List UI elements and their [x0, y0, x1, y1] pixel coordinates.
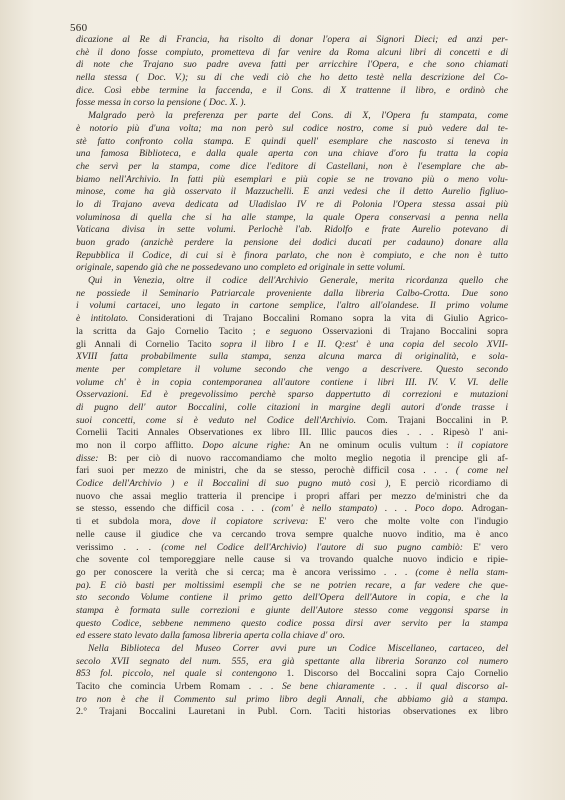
- text-line: [76, 212, 508, 225]
- text-segment: XVIII fatta probabilmente sulla stampa, senza alcuna marca di originalità, e sola-: [76, 351, 508, 363]
- text-line: [76, 478, 508, 491]
- text-line: [76, 339, 508, 352]
- text-line: [76, 427, 508, 440]
- text-segment: sopra il libro I e II. Q:est' è una copia del secolo XVII-: [220, 338, 508, 350]
- text-line: [76, 85, 508, 98]
- text-line: [76, 364, 508, 377]
- text-segment: stampa è formata sulle correzioni e giunte dell'Autore stesso come veggonsi sparse in: [76, 604, 508, 616]
- text-line: [76, 300, 508, 313]
- text-segment: volume ch' è in copia contemporanea all'autore contiene i libri III. IV. V. VI. delle: [76, 376, 508, 388]
- text-line: [76, 706, 508, 719]
- text-segment: Codice dell'Archivio ) e il Boccalini di suo pugno mutò così ),: [76, 478, 401, 490]
- text-line: [76, 668, 508, 681]
- text-line: [76, 643, 508, 656]
- text-segment: tro non è che il Commento sul primo libro degli Annali, che abbiamo già a stampa.: [76, 693, 508, 705]
- text-segment: ne possiede il Seminario Patriarcale proveniente dalla libreria Calbo-Crotta. Due sono: [76, 287, 508, 299]
- text-line: [76, 491, 508, 504]
- text-segment: Com. Trajani Boccalini in P.: [366, 414, 508, 426]
- text-segment: verissimo . . .: [76, 541, 162, 553]
- text-line: [76, 694, 508, 707]
- text-line: [76, 351, 508, 364]
- text-line: [76, 389, 508, 402]
- text-segment: 853 fol. piccolo, nel quale si contengono: [76, 668, 287, 680]
- text-segment: chè il dono fosse compiuto, prometteva di far venire da Roma alcuni libri di concetti e di: [76, 46, 508, 58]
- text-segment: una famosa Biblioteca, e dalla quale aperta con una chiave d'oro fu tratta la copia: [76, 148, 508, 160]
- text-segment: ( come nel: [455, 465, 508, 477]
- text-line: [76, 402, 508, 415]
- text-segment: dice. Così ebbe termine la faccenda, e il Cons. di X trattenne il libro, e ordinò che: [76, 84, 508, 96]
- text-segment: Qui in Venezia, oltre il codice dell'Archivio Generale, merita ricordanza quello che: [88, 275, 508, 287]
- text-segment: Se bene chiaramente . . . il qual discorso al-: [281, 681, 508, 693]
- text-line: [76, 275, 508, 288]
- text-line: [76, 605, 508, 618]
- text-segment: disse:: [76, 452, 108, 464]
- text-line: [76, 262, 508, 275]
- text-segment: Tacito che comincia Urbem Romam . . .: [76, 681, 282, 693]
- text-segment: Malgrado però la preferenza per parte del Cons. di X, l'Opera fu stampata, come: [88, 110, 508, 122]
- text-line: [76, 326, 508, 339]
- text-segment: suoi concetti, come si è veduto nel Codice dell'Archivio.: [76, 414, 367, 426]
- text-line: [76, 503, 508, 516]
- text-segment: i volumi cartacei, uno legato in cartone semplice, l'altro all'olandese. Il primo volume: [76, 300, 508, 312]
- text-segment: An ne ominum oculis vultum :: [299, 440, 458, 451]
- text-line: [76, 174, 508, 187]
- text-line: [76, 34, 508, 47]
- text-line: [76, 97, 508, 110]
- text-line: [76, 656, 508, 669]
- text-segment: minose, come ha già osservato il Mazzuchelli. E anzi vedesi che il detto Aurelio figliuo-: [76, 186, 508, 198]
- text-segment: Considerationi di Trajano Boccalini Romano sopra la vita di Giulio Agrico-: [138, 313, 508, 325]
- text-segment: (com' è nello stampato) . . . Poco dopo.: [271, 503, 472, 515]
- text-line: [76, 47, 508, 60]
- text-segment: dicazione al Re di Francia, ha risolto di donar l'opera ai Signori Dieci; ed anzi per-: [76, 34, 508, 45]
- text-segment: go per conoscere la verità che si cerca; ma è ancora verissimo . . .: [76, 566, 416, 578]
- text-segment: mo non il corpo afflitto.: [76, 440, 203, 451]
- text-line: [76, 250, 508, 263]
- text-segment: ed essere stato levato dalla famosa libreria aperta colla chiave d' oro.: [76, 630, 346, 642]
- text-segment: di pugno dell' autor Boccalini, colle citazioni in margine degli autori d'onde trasse i: [76, 401, 508, 413]
- text-segment: la scritta da Gajo Cornelio Tacito ;: [76, 325, 266, 337]
- text-segment: 2.° Trajani Boccalini Lauretani in Publ. Corn. Taciti historias observationes ex libro: [76, 706, 508, 718]
- text-segment: mente per completare il volume secondo che vengo a descrivere. Questo secondo: [76, 363, 508, 375]
- text-line: [76, 567, 508, 580]
- text-segment: sto secondo Volume contiene il primo getto dell'Opera dell'Autore in copia, e che la: [76, 592, 508, 604]
- text-segment: biamo nell'Archivio. In fatti più esemplari e più copie se ne trovano più o meno volu-: [76, 173, 508, 185]
- text-segment: nuovo che assai meglio tratteria il prencipe i propri affari per mezzo de'ministri che da: [76, 490, 508, 502]
- text-line: [76, 136, 508, 149]
- text-line: [76, 161, 508, 174]
- body-text: [76, 34, 508, 719]
- text-segment: voluminosa di quella che si ha alle stampe, la quale Opera conservasi a penna nella: [76, 211, 508, 223]
- text-line: [76, 224, 508, 237]
- text-segment: E' vero: [473, 541, 508, 553]
- text-segment: il copiatore: [457, 440, 508, 451]
- text-line: [76, 313, 508, 326]
- text-line: [76, 199, 508, 212]
- text-line: [76, 186, 508, 199]
- text-segment: nelle cause il giudice che va cercando trova sempre qualche nuovo inditio, ma è anco: [76, 528, 508, 540]
- text-segment: di note che Trajano suo padre aveva fatti per arricchire l'Opera, e che sono chiamati: [76, 59, 508, 71]
- page-number: 560: [70, 22, 88, 34]
- text-segment: gli Annali di Cornelio Tacito: [76, 338, 221, 350]
- text-line: [76, 554, 508, 567]
- text-segment: Osservazioni di Trajano Boccalini sopra: [322, 325, 508, 337]
- text-line: [76, 542, 508, 555]
- text-segment: (come nel Codice dell'Archivio) l'autore di suo pugno cambiò:: [161, 541, 474, 553]
- text-line: [76, 440, 508, 453]
- text-segment: 1. Discorso del Boccalini sopra Cajo Cornelio: [286, 668, 508, 680]
- text-segment: e seguono: [265, 325, 323, 337]
- text-segment: buon grado (anzichè perdere la pensione dei dodici ducati per cadauno) donare alla: [76, 237, 508, 248]
- text-segment: stè fatto confronto colla stampa. E quindi quell' esemplare che nascosto si teneva in: [76, 135, 508, 147]
- text-segment: originale, sapendo già che ne possedevano uno completo ed originale in sette volumi.: [76, 262, 406, 274]
- text-line: [76, 288, 508, 301]
- text-line: [76, 110, 508, 123]
- text-segment: fari suoi per mezzo de ministri, che da se stesso, perochè difficil cosa . . .: [76, 465, 456, 477]
- text-line: [76, 148, 508, 161]
- text-segment: che servì per la stampa, come dice l'editore di Castellani, non è l'esemplare che ab-: [76, 160, 508, 172]
- text-line: [76, 580, 508, 593]
- text-line: [76, 618, 508, 631]
- text-segment: che sovente col temporeggiare nelle cause si va trovando qualche nuovo indicio e ripie-: [76, 554, 508, 566]
- text-segment: questo Codice, sebbene nemmeno questo codice possa dirsi aver servito per la stampa: [76, 617, 508, 629]
- text-segment: secolo XVII segnato del num. 555, era già spettante alla libreria Soranzo col numero: [76, 655, 508, 667]
- text-segment: Dopo alcune righe:: [202, 440, 300, 451]
- text-line: [76, 681, 508, 694]
- text-segment: (come è nella stam-: [415, 566, 508, 578]
- text-segment: B: per ciò di nuovo raccomandiamo che molto meglio negotia il prencipe gli af-: [107, 452, 508, 464]
- text-segment: nella stessa ( Doc. V.); su di che vedi ciò che ho detto testè nella descrizione del Co-: [76, 72, 508, 84]
- text-segment: fosse messa in corso la pensione ( Doc. X. ).: [76, 97, 246, 109]
- text-line: [76, 123, 508, 136]
- text-line: [76, 465, 508, 478]
- text-segment: pa). E ciò basti per moltissimi esempli che se ne potrien recare, a far vedere che que-: [76, 579, 508, 591]
- text-line: [76, 592, 508, 605]
- text-segment: lo di Trajano aveva dedicata ad Uladislao IV re di Polonia l'Opera stessa assai più: [76, 198, 508, 210]
- text-line: [76, 630, 508, 643]
- text-segment: Repubblica il Codice, di cui si è finora parlato, che non è compiuto, e che non è tutto: [76, 249, 508, 261]
- text-line: [76, 377, 508, 390]
- text-segment: ti et subdola mora,: [76, 516, 182, 528]
- text-segment: E' vero che molte volte con l'indugio: [318, 516, 508, 528]
- text-segment: Vaticana divisa in sette volumi. Perlochè l'ab. Ridolfo e frate Aurelio potevano di: [76, 224, 508, 236]
- text-segment: Osservazioni. Ed è pregevolissimo perchè sparso dappertutto di correzioni e mutazioni: [76, 389, 508, 401]
- text-line: [76, 59, 508, 72]
- text-segment: Cornelii Taciti Annales Observationes ex libro III. Illic paucos dies . . . Ripesò l' ani-: [76, 427, 508, 439]
- text-line: [76, 529, 508, 542]
- text-segment: è notorio più d'una volta; ma non però sul codice nostro, come si può vedere dal te-: [76, 122, 508, 134]
- text-segment: dove il copiatore scriveva:: [182, 516, 319, 528]
- text-segment: se stesso, essendo che difficil cosa . . .: [76, 503, 272, 515]
- text-segment: è intitolato.: [76, 313, 139, 325]
- text-segment: E perciò ricordiamo di: [400, 478, 508, 490]
- text-line: [76, 237, 508, 250]
- text-line: [76, 453, 508, 466]
- text-line: [76, 415, 508, 428]
- text-segment: Adrogan-: [471, 503, 508, 515]
- text-segment: Nella Biblioteca del Museo Correr avvi pure un Codice Miscellaneo, cartaceo, del: [88, 643, 508, 654]
- text-line: [76, 72, 508, 85]
- text-line: [76, 516, 508, 529]
